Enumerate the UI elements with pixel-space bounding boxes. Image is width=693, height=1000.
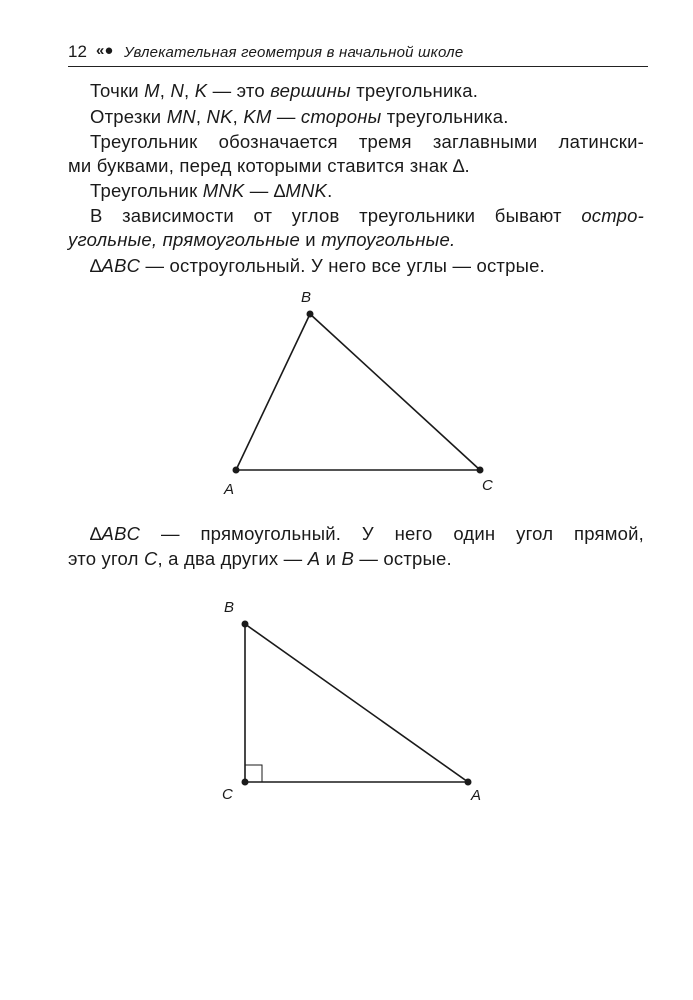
paragraph-acute: ∆ABC — остроугольный. У него все углы — острые. <box>90 255 545 276</box>
vertex-b-dot <box>242 621 249 628</box>
right-triangle-figure <box>222 599 481 804</box>
acute-triangle <box>236 314 480 470</box>
label-a: A <box>471 787 482 804</box>
paragraph-right-line2: это угол C, а два других — A и B — острые. <box>68 548 452 569</box>
label-b: B <box>301 289 312 306</box>
vertex-c-dot <box>242 779 249 786</box>
paragraph-vertices: Точки M, N, K — это вершины треугольника. <box>90 80 479 101</box>
paragraph-types-line1: В зависимости от углов треугольники бывают остро- <box>90 205 644 226</box>
paragraph-types-line2: угольные, прямоугольные и тупоугольные. <box>68 229 456 250</box>
vertex-a-dot <box>233 467 240 474</box>
label-a: A <box>224 481 235 498</box>
paragraph-right-line1: ∆ABC — прямоугольный. У него один угол прямой, <box>90 523 644 544</box>
label-b: B <box>224 599 235 616</box>
paragraph-notation-line2: ми буквами, перед которыми ставится знак ∆. <box>68 155 470 176</box>
paragraph-mnk: Треугольник MNK — ∆MNK. <box>90 180 333 201</box>
paragraph-notation-line1: Треугольник обозначается тремя заглавными латински- <box>90 131 644 152</box>
right-angle-mark <box>245 765 262 782</box>
label-c: C <box>482 477 493 494</box>
page-number: 12 <box>68 42 87 61</box>
paragraph-sides: Отрезки MN, NK, KM — стороны треугольника. <box>90 106 509 127</box>
vertex-b-dot <box>307 311 314 318</box>
label-c: C <box>222 786 233 803</box>
vertex-a-dot <box>465 779 472 786</box>
right-triangle <box>245 624 468 782</box>
ornament-icon: «● <box>96 42 114 59</box>
vertex-c-dot <box>477 467 484 474</box>
running-title: Увлекательная геометрия в начальной школе <box>124 44 464 61</box>
acute-triangle-figure <box>223 289 493 498</box>
